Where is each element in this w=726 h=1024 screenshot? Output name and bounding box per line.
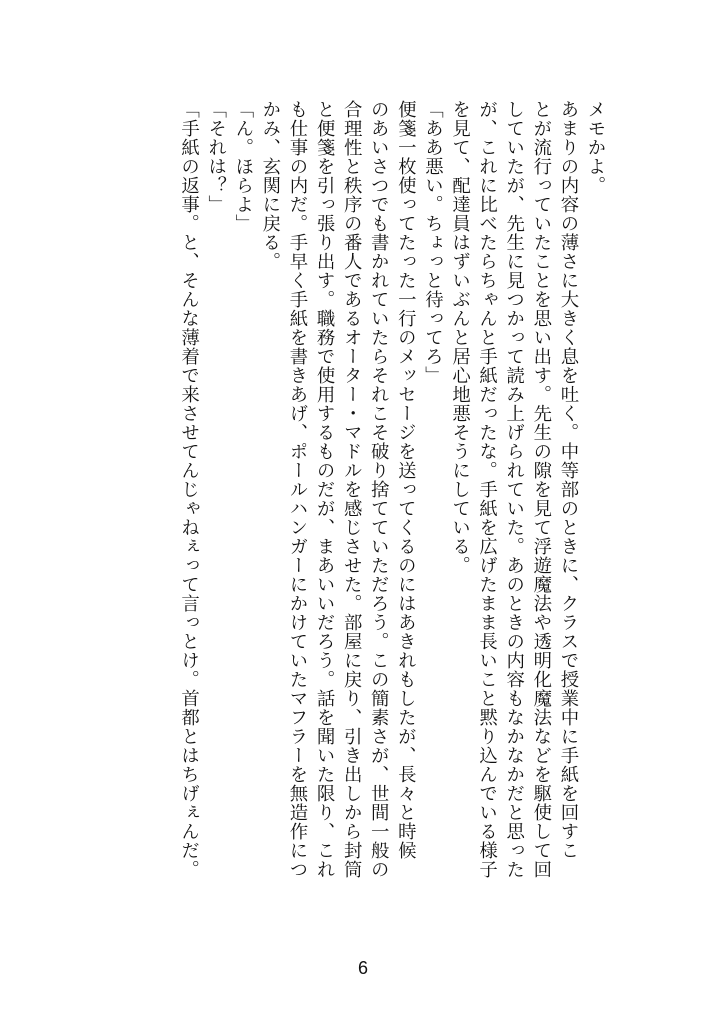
- text-line: のあいさつでも書かれていたらそれこそ破り捨てていただろう。この簡素さが、世間一般の: [368, 100, 390, 879]
- text-line: 「ああ悪い。ちょっと待ってろ」: [422, 100, 444, 385]
- text-line: あまりの内容の薄さに大きく息を吐く。中等部のときに、クラスで授業中に手紙を回すこ: [557, 100, 579, 860]
- text-line: 「それは？」: [205, 100, 227, 214]
- text-line: が、これに比べたらちゃんと手紙だったな。手紙を広げたまま長いこと黙り込んでいる様子: [476, 100, 498, 879]
- text-line: 「手紙の返事。と、そんな薄着で来させてんじゃねぇって言っとけ。首都とはちげぇんだ。: [178, 100, 200, 879]
- text-line: していたが、先生に見つかって読み上げられていた。あのときの内容もなかなかだと思った: [503, 100, 525, 879]
- text-line: メモかよ。: [585, 100, 606, 195]
- text-line: かみ、玄関に戻る。: [259, 100, 281, 271]
- vertical-body-text: [112, 100, 608, 940]
- text-line: 合理性と秩序の番人であるオーター・マドルを感じさせた。部屋に戻り、引き出しから封筒: [341, 100, 363, 879]
- text-line: とが流行っていたことを思い出す。先生の隙を見て浮遊魔法や透明化魔法などを駆使して回: [530, 100, 552, 879]
- page-number: 6: [357, 958, 368, 978]
- text-line: 「ん。ほらよ」: [232, 100, 254, 233]
- text-line: も仕事の内だ。手早く手紙を書きあげ、ポールハンガーにかけていたマフラーを無造作につ: [286, 100, 308, 879]
- text-line: 便箋一枚使ってたった一行のメッセージを送ってくるのにはあきれもしたが、長々と時候: [395, 100, 417, 860]
- text-line: を見て、配達員はずいぶんと居心地悪そうにしている。: [449, 100, 471, 575]
- text-line: と便箋を引っ張り出す。職務で使用するものだが、まあいいだろう。話を聞いた限り、これ: [314, 100, 336, 879]
